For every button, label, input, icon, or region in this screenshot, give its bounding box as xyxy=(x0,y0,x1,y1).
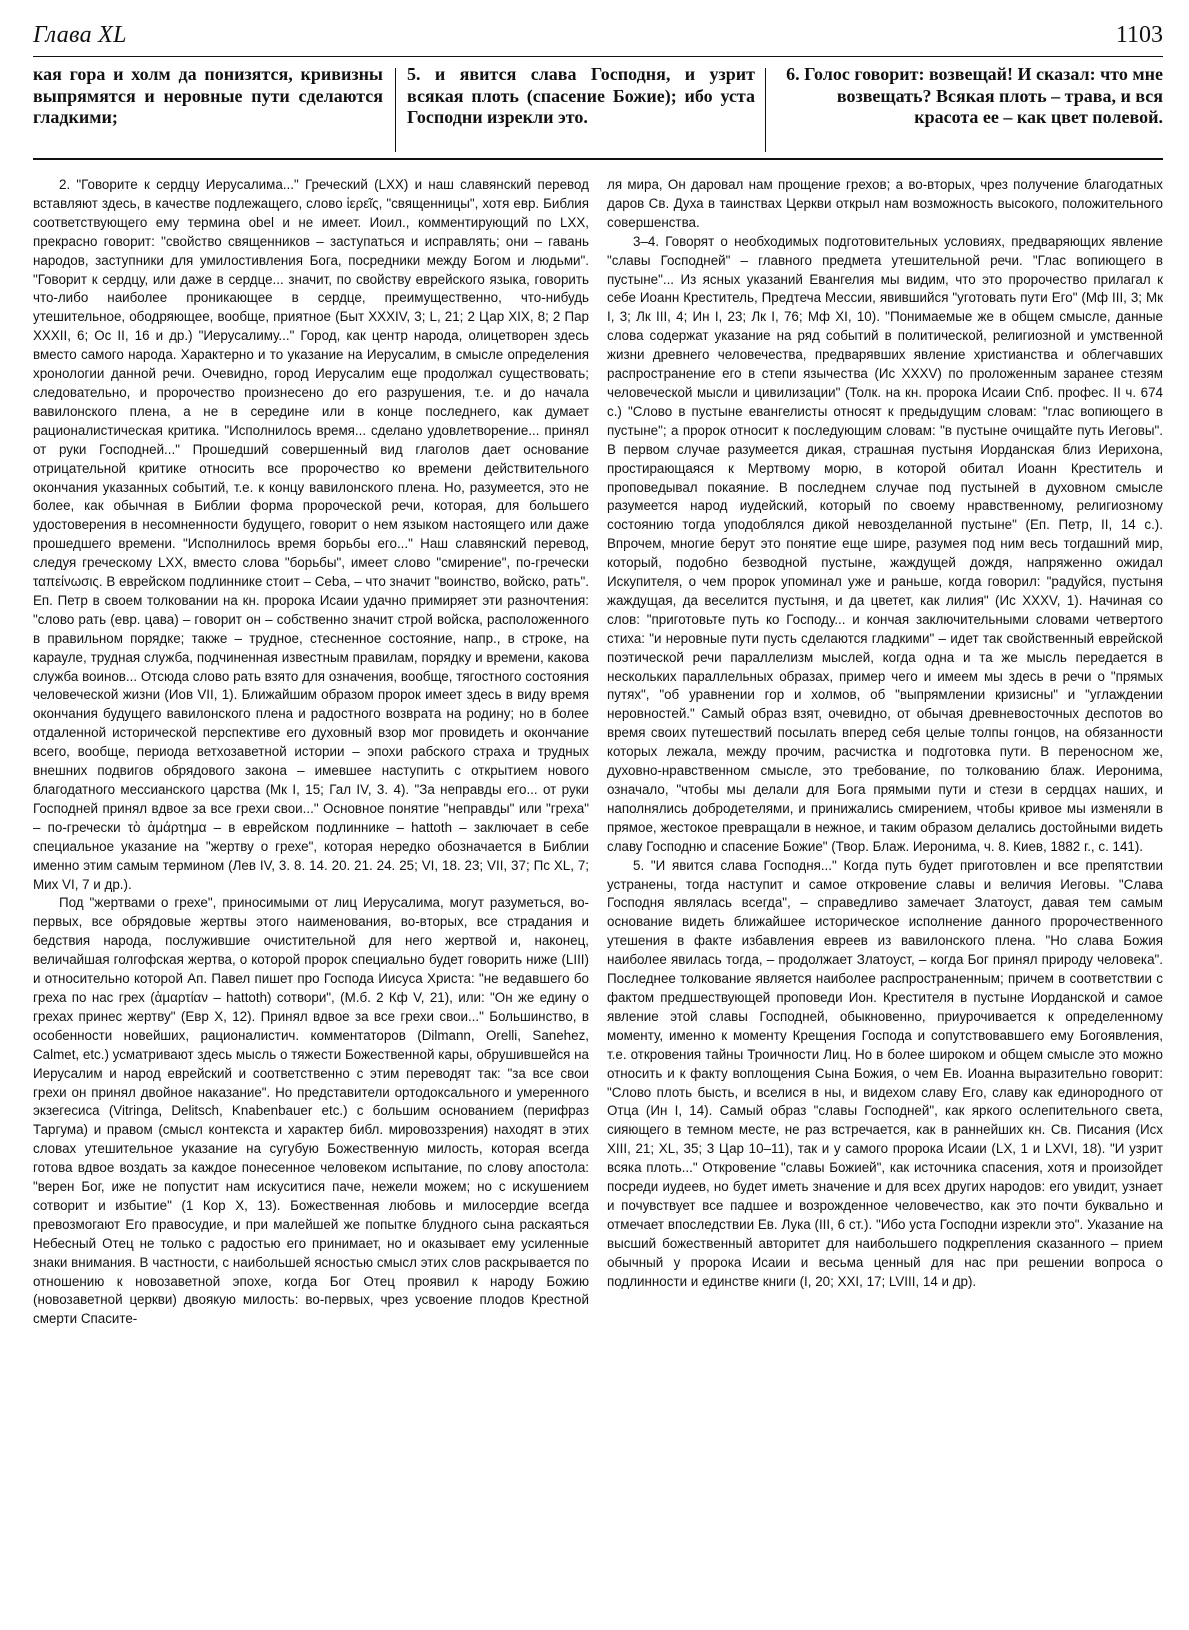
commentary xyxy=(33,176,1163,1616)
running-head xyxy=(33,22,1163,56)
chapter-title: Глава XL xyxy=(33,22,127,48)
verse-text-2: 5. и явится слава Господня, и узрит всякая плоть (спасение Божие); ибо уста Господни изрекли это. xyxy=(407,64,755,127)
commentary-right-column xyxy=(607,176,1163,1606)
verse-separator xyxy=(395,68,396,152)
commentary-rule xyxy=(33,158,1163,160)
verse-text-1: кая гора и холм да понизятся, кривизны выпрямятся и неровные пути сделаются гладкими; xyxy=(33,64,383,127)
header-rule xyxy=(33,56,1163,57)
verse-separator xyxy=(765,68,766,152)
page-number: 1103 xyxy=(1115,22,1163,48)
commentary-paragraph: Под "жертвами о грехе", приносимыми от лиц Иерусалима, могут разуметься, во-первых, все обрядовые жертвы этого наименования, во-вторых, все страдания и бедствия народа, послужившие очистительной для него жертвой и, наконец, величайшая голгофская жертва, о которой пророк специально будет говорить ниже (LIII) и относительно которой Ап. Павел пишет про Господа Иисуса Христа: "не ведавшего бо греха по нас грех (ἁμαρτίαν – hattoth) сотвори", (М.б. 2 Кф V, 21), или: "Он же едину о грехах принес жертву" (Евр X, 12). Принял вдвое за все грехи свои..." Большинство, в особенности новейших, рационалистич. комментаторов (Dilmann, Orelli, Sanehez, Calmet, etc.) усматривают здесь мысль о тяжести Божественной кары, обрушившейся на Иерусалим и народ еврейский и соответственно с этим переводят так: "за все свои грехи он принял двойное наказание". Но представители ортодоксального и умеренного экзегесиса (Vitringa, Delitsch, Knabenbauer etc.) с большим основанием (перифраз Таргума) и правом (смысл контекста и характер библ. мировоззрения) находят в этих словах утешительное указание на сугубую Божественную милость, которая всегда готова вдвое воздать за каждое понесенное человеком испытание, по слову апостола: "верен Бог, иже не попустит нам искуситися паче, нежели можем; но с искушением сотворит и избытие" (1 Кор X, 13). Божественная любовь и милосердие всегда превозмогают Его правосудие, и при малейшей же попытке блудного сына раскаяться Небесный Отец не только с радостью его принимает, но и оказывает ему усиленные знаки внимания. В частности, с наибольшей ясностью смысл этих слов раскрывается по отношению к новозаветной эпохе, когда Бог Отец проявил к народу Божию (новозаветной церкви) двоякую милость: во-первых, чрез усвоение плодов Крестной смерти Спасите- xyxy=(33,895,589,1327)
bible-verses xyxy=(33,64,1163,154)
commentary-paragraph: 3–4. Говорят о необходимых подготовительных условиях, предваряющих явление "славы Господней" – главного предмета утешительной речи. "Глас вопиющего в пустыне"... Из ясных указаний Евангелия мы видим, что это пророчество прилагал к себе Иоанн Креститель, Предтеча Мессии, явившийся "уготовать пути Его" (Мф III, 3; Мк I, 3; Лк III, 4; Ин I, 23; Лк I, 76; Мф XI, 10). "Понимаемые же в общем смысле, данные слова содержат указание на ряд событий в политической, религиозной и умственной жизни древнего человечества, предварявших явление христианства и облегчавших распространение его в степи язычества (Ис XXXV) по проложенным заранее стезям человеческой мысли и цивилизации" (Толк. на кн. пророка Исаии Спб. профес. II ч. 674 с.) "Слово в пустыне евангелисты относят к предыдущим словам: "глас вопиющего в пустыне"; а пророк относит к последующим словам: "в пустыне очищайте путь Иеговы". В первом случае разумеется дикая, страшная пустыня Иорданская близ Иерихона, простирающаяся к Мертвому морю, в которой обитал Иоанн Креститель и проповедывал покаяние. В последнем случае под пустыней в духовном смысле разумеется народ иудейский, который по своему нравственному, религиозному состоянию тогда уподоблялся дикой невозделанной пустыне" (Еп. Петр, II, 14 с.). Впрочем, многие берут это понятие еще шире, разумея под ним весь тогдашний мир, который, подобно безводной пустыне, жаждущей дождя, напряженно ожидал Искупителя, о чем пророк упоминал уже и раньше, когда говорил: "радуйся, пустыня жаждущая, да веселится пустыня, и да цветет, как лилия" (Ис XXXV, 1). Начиная со слов: "приготовьте путь ко Господу... и кончая заключительными словами четвертого стиха: "и неровные пути пусть сделаются гладкими" – идет так свойственный еврейской поэтической речи параллелизм мыслей, когда одна и та же мысль передается в нескольких параллельных образах, пример чего и имеем мы здесь в речи о "прямых путях", "об уравнении гор и холмов, об "выпрямлении кризисны" и "углаждении неровностей." Самый образ взят, очевидно, от обычая древневосточных деспотов во время своих путешествий посылать вперед себя целые толпы гонцов, на обязанности которых лежала, между прочим, расчистка и подготовка пути. В переносном же, духовно-нравственном смысле, это требование, по толкованию блаж. Иеронима, означало, "чтобы мы делали для Бога прямыми пути и стези в сердцах наших, и наполнялись добродетелями, и принижались смирением, чтобы кривое мы изменяли в прямое, жестокое превращали в нежное, и таким образом делались достойными видеть славу Господню и спасение Божие" (Твор. Блаж. Иеронима, ч. 8. Киев, 1882 г., с. 141). xyxy=(607,233,1163,854)
commentary-paragraph: 2. "Говорите к сердцу Иерусалима..." Греческий (LXX) и наш славянский перевод вставляют здесь, в качестве подлежащего, слово ἱερεῖς, "священницы", хотя евр. Библия соответствующего ему термина obel и не имеет. Иоил., комментирующий по LXX, прекрасно говорит: "свойство священников – заступаться и исправлять; они – гавань народов, заступники для умилостивления Бога, посредники между Богом и людьми". "Говорит к сердцу, или даже в сердце... значит, по свойству еврейского языка, говорить что-либо наиболее проникающее в сердце, преимущественно, что-нибудь утешительное, ободряющее, вообще, приятное (Быт XXXIV, 3; L, 21; 2 Цар XIX, 8; 2 Пар XXXII, 6; Ос II, 16 и др.) "Иерусалиму..." Город, как центр народа, олицетворен здесь вместо самого народа. Характерно и то указание на Иерусалим, в смысле определения хронологии данной речи. Очевидно, город Иерусалим еще продолжал существовать; следовательно, и пророчество произнесено до его разрушения, т.е. и до начала вавилонского плена, а не в середине или в конце последнего, как думает рационалистическая критика. "Исполнилось время... сделано удовлетворение... принял от руки Господней..." Прошедший совершенный вид глаголов дает основание отрицательной критике относить все пророчество ко времени действительного окончания указанных событий, т.е. к концу вавилонского плена. Но, разумеется, это не более, как обычная в Библии форма пророческой речи, которая, для большего удостоверения в несомненности будущего, говорит о нем языком настоящего или даже прошедшего времени. "Исполнилось время борьбы его..." Наш славянский перевод, следуя греческому LXX, вместо слова "борьбы", имеет слово "смирение", по-гречески ταπείνωσις. В еврейском подлиннике стоит – Ceba, – что значит "воинство, войско, рать". Еп. Петр в своем толковании на кн. пророка Исаии удачно примиряет эти разночтения: "слово рать (евр. цава) – говорит он – собственно значит строй войска, расположенного в правильном порядке; также – трудное, стесненное состояние, напр., в строке, на карауле, трудная служба, подчиненная известным правилам, порядку и времени, какова служба воинов... Отсюда слово рать взято для означения, вообще, тягостного состояния человеческой жизни (Иов VII, 1). Ближайшим образом пророк имеет здесь в виду время окончания будущего вавилонского плена и радостного возврата на родину; но в более отдаленной исторической перспективе его духовный взор мог провидеть и окончание всего, вообще, периода ветхозаветной истории – эпохи рабского страха и трудных внешних подвигов обрядового закона – имевшее наступить с открытием нового благодатного мессианского царства (Мк I, 15; Гал IV, 3. 4). "За неправды его... от руки Господней принял вдвое за все грехи свои..." Основное понятие "неправды" или "греха" – по-гречески τὸ ἁμάρτημα – в еврейском подлиннике – hattoth – заключает в себе специальное указание на "жертву о грехе", которая нередко обозначается в Библии именно этим самым термином (Лев IV, 3. 8. 14. 20. 21. 24. 25; VI, 18. 23; VII, 37; Пс XL, 7; Мих VI, 7 и др.). xyxy=(33,177,589,892)
commentary-paragraph: ля мира, Он даровал нам прощение грехов; а во-вторых, чрез получение благодатных даров Св. Духа в таинствах Церкви открыл нам возможность высокого, положительного совершенства. xyxy=(607,177,1163,230)
commentary-left-column xyxy=(33,176,589,1606)
verse-text-3: 6. Голос говорит: возвещай! И сказал: что мне возвещать? Всякая плоть – трава, и вся красота ее – как цвет полевой. xyxy=(786,64,1163,127)
commentary-paragraph: 5. "И явится слава Господня..." Когда путь будет приготовлен и все препятствии устранены, тогда наступит и самое откровение славы и величия Иеговы. "Слава Господня являлась всегда", – справедливо замечает Златоуст, давая тем самым основание видеть ближайшее историческое исполнение данного пророчественного утешения в факте избавления евреев из вавилонского плена. "Но слава Божия наиболее явилась тогда, – продолжает Златоуст, – когда Бог принял природу человека". Последнее толкование является наиболее распространенным; причем в соответствии с фактом предшествующей проповеди Ион. Крестителя в пустыне Иорданской и самое явление этой славы Господней, обыкновенно, приурочивается к определенному моменту, именно к моменту Крещения Господа и сопутствовавшего ему Богоявления, т.е. откровения тайны Троичности Лиц. Но в более широком и общем смысле это можно относить и к факту воплощения Сына Божия, о чем Ев. Иоанна выразительно говорит: "Слово плоть бысть, и вселися в ны, и видехом славу Его, славу как единородного от Отца (Ин I, 14). Самый образ "славы Господней", как яркого ослепительного света, сияющего в темном месте, не раз встречается, как в раннейших кн. Св. Писания (Исх XIII, 21; XL, 35; 3 Цар 10–11), так и у самого пророка Исаии (LX, 1 и LXVI, 18). "И узрит всяка плоть..." Откровение "славы Божией", как источника спасения, хотя и произойдет посреди иудеев, но будет иметь значение и для всех других народов: его увидит, узнает и почувствует все падшее и возрожденное человечество, как это почти буквально и отмечает впоследствии Ев. Лука (III, 6 ст.). "Ибо уста Господни изрекли это". Указание на высший божественный авторитет для наибольшего подкрепления сказанного – прием обычный у пророка Исаии и весьма ценный для нас при решении вопроса о подлинности и единстве книги (I, 20; XXI, 17; LVIII, 14 и др). xyxy=(607,857,1163,1289)
